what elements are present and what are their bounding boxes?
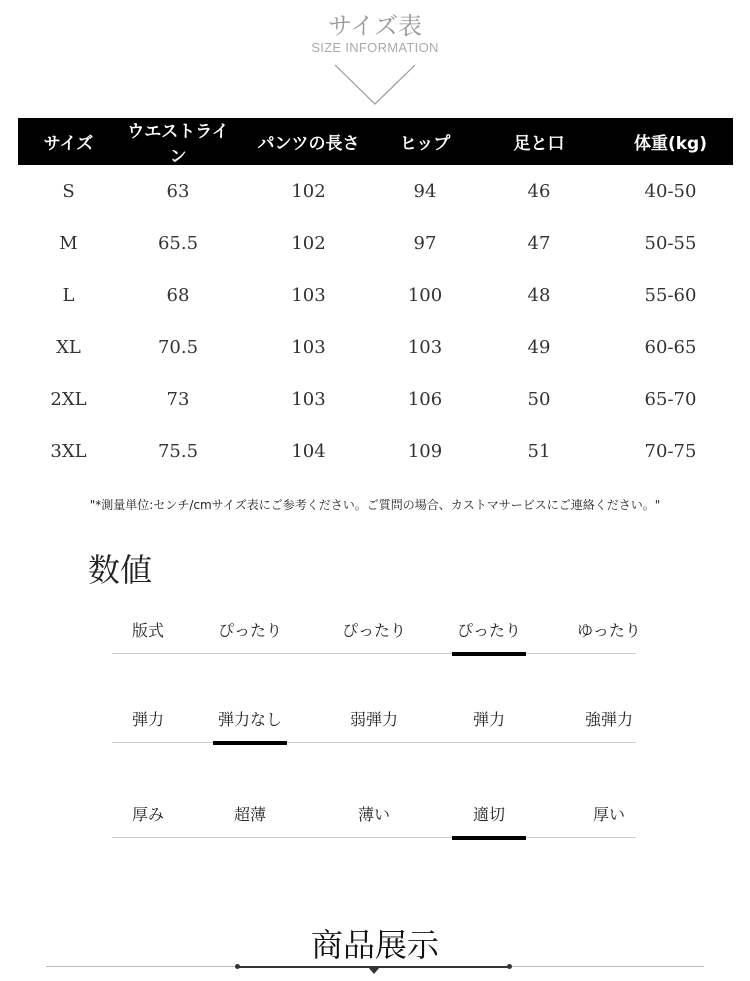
attribute-option bbox=[559, 798, 659, 838]
table-cell: 70.5 bbox=[157, 336, 199, 358]
attribute-option-text: ぴったり bbox=[456, 621, 521, 640]
table-cell: 63 bbox=[166, 180, 190, 202]
table-row bbox=[18, 217, 733, 269]
table-cell: 70-75 bbox=[644, 440, 697, 462]
table-row bbox=[18, 373, 733, 425]
column-header-length: パンツの長さ bbox=[257, 134, 360, 154]
table-cell: 65-70 bbox=[644, 388, 697, 410]
table-body bbox=[18, 165, 733, 477]
attribute-label bbox=[112, 798, 184, 838]
attribute-option-selected bbox=[200, 703, 300, 743]
attribute-option bbox=[439, 703, 539, 743]
attribute-option-text: 適切 bbox=[472, 805, 505, 824]
table-cell: 50 bbox=[527, 388, 551, 410]
attribute-label bbox=[112, 614, 184, 654]
attribute-option bbox=[200, 614, 300, 654]
attribute-option bbox=[559, 703, 659, 743]
table-cell: 55-60 bbox=[644, 284, 697, 306]
table-cell: 60-65 bbox=[644, 336, 697, 358]
column-header-waist: ウエストライン bbox=[127, 121, 229, 167]
attribute-option-selected bbox=[439, 614, 539, 654]
attribute-option-selected bbox=[439, 798, 539, 838]
table-cell: 106 bbox=[407, 388, 443, 410]
size-chart-title: サイズ表 bbox=[327, 12, 423, 40]
selection-underline bbox=[452, 836, 526, 840]
table-cell: 50-55 bbox=[644, 232, 697, 254]
table-cell: 51 bbox=[527, 440, 551, 462]
divider-dot-left bbox=[235, 964, 240, 969]
table-cell: 73 bbox=[166, 388, 190, 410]
column-header-size: サイズ bbox=[43, 134, 94, 154]
attribute-option-text: ぴったり bbox=[217, 621, 282, 640]
table-cell: 103 bbox=[291, 336, 326, 358]
attribute-label-text: 厚み bbox=[131, 805, 164, 824]
table-cell: 102 bbox=[291, 232, 326, 254]
table-row bbox=[18, 321, 733, 373]
attributes-title: 数値 bbox=[88, 551, 153, 589]
table-cell: M bbox=[59, 232, 78, 254]
attribute-option-text: 弾力なし bbox=[217, 710, 282, 729]
table-cell: 2XL bbox=[50, 388, 87, 410]
table-cell: XL bbox=[56, 336, 81, 358]
attribute-option-text: 強弾力 bbox=[584, 710, 633, 729]
attribute-option bbox=[559, 614, 659, 654]
table-cell: S bbox=[62, 180, 75, 202]
attribute-label-text: 弾力 bbox=[131, 710, 164, 729]
size-chart-subtitle: SIZE INFORMATION bbox=[311, 40, 439, 55]
column-header-hip: ヒップ bbox=[399, 134, 451, 154]
selection-underline bbox=[452, 652, 526, 656]
attribute-option-text: 薄い bbox=[357, 805, 390, 824]
column-header-weight: 体重(kg) bbox=[633, 134, 707, 154]
table-row bbox=[18, 165, 733, 217]
chevron-down-icon bbox=[334, 64, 416, 106]
table-cell: 103 bbox=[407, 336, 443, 358]
attribute-row bbox=[112, 703, 636, 743]
attribute-option bbox=[324, 614, 424, 654]
attribute-row bbox=[112, 614, 641, 654]
table-cell: 102 bbox=[291, 180, 326, 202]
attribute-option bbox=[200, 798, 300, 838]
table-row bbox=[18, 269, 733, 321]
triangle-down-icon bbox=[368, 967, 380, 974]
attribute-option-text: 弾力 bbox=[472, 710, 505, 729]
attribute-option-text: ぴったり bbox=[341, 621, 406, 640]
table-cell: 65.5 bbox=[157, 232, 199, 254]
table-cell: 109 bbox=[407, 440, 443, 462]
column-header-hem: 足と口 bbox=[513, 134, 565, 154]
table-cell: 40-50 bbox=[644, 180, 697, 202]
table-cell: 49 bbox=[527, 336, 551, 358]
selection-underline bbox=[213, 741, 287, 745]
attribute-option-text: 厚い bbox=[592, 805, 625, 824]
attribute-row bbox=[112, 798, 636, 838]
attribute-option-text: 弱弾力 bbox=[349, 710, 398, 729]
measurement-note: "*測量単位:センチ/cmサイズ表にご参考ください。ご質問の場合、カストマサービスにご連絡ください。" bbox=[89, 498, 661, 512]
table-cell: 103 bbox=[291, 388, 326, 410]
attribute-option bbox=[324, 703, 424, 743]
table-cell: 68 bbox=[166, 284, 190, 306]
table-cell: 97 bbox=[413, 232, 437, 254]
table-cell: 100 bbox=[407, 284, 443, 306]
table-cell: 75.5 bbox=[157, 440, 199, 462]
table-cell: 103 bbox=[291, 284, 326, 306]
attribute-option-text: ゆったり bbox=[577, 621, 641, 640]
attribute-label bbox=[112, 703, 184, 743]
attribute-option-text: 超薄 bbox=[233, 805, 266, 824]
divider-dot-right bbox=[507, 964, 512, 969]
table-cell: L bbox=[62, 284, 75, 306]
table-cell: 47 bbox=[527, 232, 551, 254]
table-cell: 104 bbox=[291, 440, 326, 462]
size-table bbox=[18, 118, 733, 477]
table-header-row bbox=[18, 118, 733, 165]
attribute-label-text: 版式 bbox=[131, 621, 164, 640]
table-row bbox=[18, 425, 733, 477]
product-section-title: 商品展示 bbox=[310, 926, 439, 964]
table-cell: 3XL bbox=[50, 440, 87, 462]
table-cell: 48 bbox=[527, 284, 551, 306]
table-cell: 46 bbox=[527, 180, 551, 202]
table-cell: 94 bbox=[413, 180, 437, 202]
attribute-option bbox=[324, 798, 424, 838]
